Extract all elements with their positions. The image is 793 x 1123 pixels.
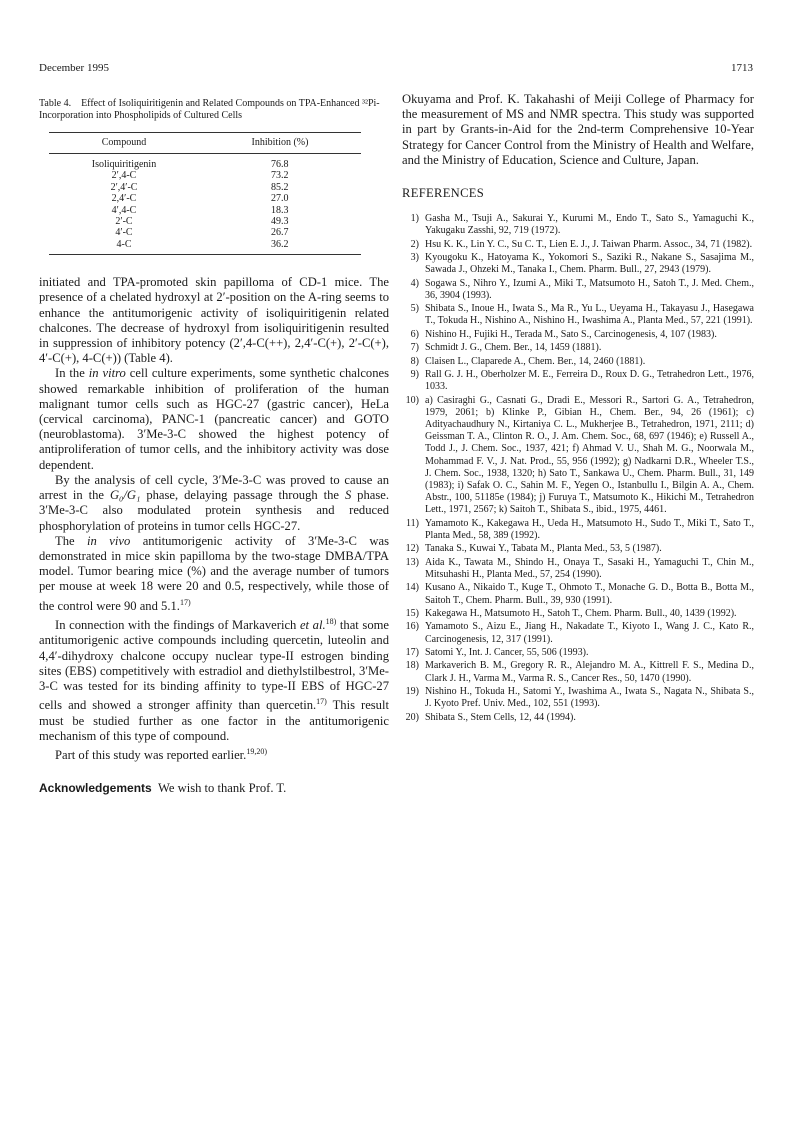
reference-text: Aida K., Tawata M., Shindo H., Onaya T., Sasaki H., Yamaguchi T., Chin M., Mitsuhashi H., Planta Med., 57, 254 (1990).: [425, 556, 754, 580]
reference-number: 10): [405, 394, 419, 406]
reference-number: 3): [410, 252, 419, 263]
reference-number: 14): [405, 582, 419, 594]
compound-cell: 2′,4′-C: [110, 181, 138, 193]
reference-item: [402, 303, 754, 327]
inhibition-cell: 73.2: [271, 170, 289, 182]
reference-text: Kakegawa H., Matsumoto H., Satoh T., Chem. Pharm. Bull., 40, 1439 (1992).: [425, 607, 737, 619]
reference-text: Nishino H., Fujiki H., Terada M., Sato S., Carcinogenesis, 4, 107 (1983).: [425, 328, 717, 340]
reference-item: [402, 686, 754, 710]
compound-cell: 4-C: [49, 239, 199, 255]
reference-text: Nishino H., Tokuda H., Satomi Y., Iwashima A., Iwata S., Nagata N., Shibata S., J. Kyoto Pref. Univ. Med., 102, 551 (1993).: [425, 685, 754, 710]
reference-item: [402, 712, 754, 724]
reference-text: Schmidt J. G., Chem. Ber., 14, 1459 (1881).: [425, 342, 602, 354]
table-row: [49, 227, 361, 238]
table-row: [49, 193, 361, 204]
issue-date: December 1995: [39, 62, 109, 74]
paragraph: The in vivo antitumorigenic activity of 3′Me-3-C was demonstrated in mice skin papilloma by the two-stage DMBA/TPA model. Tumor bearing mice (%) and the average number of tumors per mouse at week 18 were 20 and 0.5, respectively, while those of the control were 90 and 5.1.$^{17)}$: [39, 533, 389, 613]
reference-item: [402, 557, 754, 581]
table-row: [49, 239, 361, 255]
inhibition-table: [49, 132, 361, 255]
acknowledgements-heading: Acknowledgements: [39, 781, 152, 796]
compound-cell: 4′,4-C: [111, 204, 137, 216]
citation: 18): [325, 616, 337, 626]
reference-item: [402, 369, 754, 393]
reference-number: 9): [410, 368, 419, 380]
page-header: [39, 62, 753, 76]
page-number: 1713: [731, 62, 753, 74]
reference-item: [402, 543, 754, 555]
compound-cell: 2′,4-C: [111, 170, 137, 182]
reference-number: 18): [405, 660, 419, 672]
acknowledgements-text: We wish to thank Prof. T.: [158, 781, 287, 796]
compound-cell: 4′-C: [115, 227, 133, 239]
inhibition-cell: 18.3: [271, 204, 289, 216]
acknowledgements: [39, 781, 389, 796]
body-text: [39, 275, 389, 763]
reference-number: 11): [406, 517, 419, 529]
reference-item: [402, 518, 754, 542]
reference-text: Shibata S., Stem Cells, 12, 44 (1994).: [425, 711, 576, 723]
reference-text: Yamamoto S., Aizu E., Jiang H., Nakadate T., Kiyoto I., Wang J. C., Kato R., Carcinogenesis, 12, 317 (1991).: [425, 621, 754, 645]
reference-number: 19): [405, 685, 419, 697]
reference-item: [402, 252, 754, 276]
paragraph: initiated and TPA-promoted skin papilloma of CD-1 mice. The presence of a chelated hydroxyl at 2′-position on the A-ring seems to enhance the antitumorigenic activity of isoliquiritigenin related chalcones. The decrease of hydroxyl from isoliquiritigenin resulted in suppression of inhibitory potency (2′,4-C(++), 2,4′-C(+), 2′-C(+), 4′-C(+), 4-C(+)) (Table 4).: [39, 275, 389, 366]
references-list: [402, 213, 754, 724]
reference-item: [402, 278, 754, 302]
column-header: Compound: [49, 133, 199, 154]
paragraph: In connection with the findings of Markaverich et al.$^{18)}$ that some antitumorigenic active compounds including quercetin, luteolin and 4,4′-dihydroxy chalcone occupy nuclear type-II estrogen binding sites (EBS) competitively with estradiol and diethylstilbestrol, 3′Me-3-C was tested for its binding affinity to type-II EBS of HGC-27 cells and showed a stronger affinity than quercetin.$^{17)}$ This result must be studied further as one factor in the antitumorigenic mechanism of this type of compound.: [39, 616, 390, 743]
references-heading: REFERENCES: [402, 186, 485, 201]
paragraph: In the in vitro cell culture experiments, some synthetic chalcones showed remarkable inhibition of proliferation of the human malignant tumor cells such as HGC-27 (gastric cancer), HeLa (cervical carcinoma), PANC-1 (pancreatic cancer) and GOTO (neuroblastoma). 3′Me-3-C showed the highest potency of antiproliferation of tumor cells, and the inhibitory activity was dose dependent.: [39, 366, 389, 472]
reference-item: [402, 582, 754, 606]
reference-text: Kusano A., Nikaido T., Kuge T., Ohmoto T., Monache G. D., Botta B., Botta M., Saitoh T., Chem. Pharm. Bull., 39, 930 (1991).: [425, 582, 754, 606]
paragraph: Part of this study was reported earlier.$^{19,20)}$: [55, 746, 267, 763]
reference-number: 5): [410, 303, 419, 315]
compound-cell: Isoliquiritigenin: [91, 159, 157, 170]
table-row: [49, 182, 361, 193]
reference-item: [402, 608, 754, 620]
left-column: [39, 98, 389, 797]
table-row: [49, 205, 361, 216]
table-header-row: [49, 133, 361, 154]
inhibition-cell: 85.2: [271, 181, 289, 193]
reference-item: [402, 213, 754, 237]
reference-item: [402, 395, 754, 517]
reference-text: Claisen L., Claparede A., Chem. Ber., 14, 2460 (1881).: [425, 355, 646, 367]
reference-number: 1): [410, 213, 419, 225]
table-row: [49, 216, 361, 227]
table-caption: Table 4. Effect of Isoliquiritigenin and Related Compounds on TPA-Enhanced ³²Pi-Incorporation into Phospholipids of Cultured Cells: [39, 98, 380, 121]
inhibition-cell: 49.3: [271, 216, 289, 228]
compound-cell: 2′-C: [115, 216, 133, 228]
right-column: [402, 92, 754, 725]
reference-text: Yamamoto K., Kakegawa H., Ueda H., Matsumoto H., Sudo T., Miki T., Sato T., Planta Med., 58, 389 (1992).: [425, 517, 754, 541]
inhibition-cell: 27.0: [271, 193, 289, 205]
reference-number: 17): [405, 646, 419, 658]
citation: 17): [316, 697, 327, 707]
reference-item: [402, 239, 754, 251]
inhibition-cell: 36.2: [271, 238, 289, 250]
reference-text: Shibata S., Inoue H., Iwata S., Ma R., Yu L., Ueyama H., Takayasu J., Hasegawa T., Tokuda H., Nishino A., Nishino H., Iwashima A., Planta Med., 57, 221 (1991).: [425, 303, 754, 327]
compound-cell: 2,4′-C: [111, 193, 137, 205]
reference-item: [402, 621, 754, 645]
reference-item: [402, 329, 754, 341]
inhibition-cell: 26.7: [271, 227, 289, 239]
citation: 19,20): [246, 746, 267, 756]
reference-item: [402, 647, 754, 659]
column-header: Inhibition (%): [199, 133, 361, 154]
reference-text: a) Casiraghi G., Casnati G., Dradi E., Messori R., Sartori G. A., Tetrahedron, 1979, 2061; b) Klinke P., Gibian H., Chem. Ber., 94, 26 (1961); c) Adityachaudhury N., Kirtaniya C. L., Mukherjee B., Tetrahedron, 1971, 2111; d) Geissman T. A., Clinton R. O., J. Am. Chem. Soc., 68, 697 (1946); e) Russell A., Todd J., J. Chem. Soc., 1937, 421; f) Ahmad V. U., Shah M. G., Noorwala M., Mohammad F. V., J. Nat. Prod., 55, 956 (1992); g) Nadkarni D.R., Wheeler T.S., J. Chem. Soc., 1938, 1320; h) Sato T., Sankawa U., Chem. Pharm. Bull., 31, 149 (1983); i) Safak O. C., Sahin M. F., Yegen O., Istanbullu I., Bilgin A. A., Chem. Abstr., 100, 51185e (1984); j) Furuya T., Matsumoto K., Hikichi M., Tetrahedron Lett., 1971, 2567; k) Saitoh T., Shibata S., ibid., 1975, 4461.: [425, 394, 754, 516]
reference-text: Satomi Y., Int. J. Cancer, 55, 506 (1993).: [425, 646, 589, 658]
reference-number: 12): [405, 543, 419, 555]
reference-item: [402, 342, 754, 354]
reference-item: [402, 356, 754, 368]
reference-number: 20): [405, 711, 419, 723]
reference-text: Gasha M., Tsuji A., Sakurai Y., Kurumi M., Endo T., Sato S., Yamaguchi K., Yakugaku Zasshi, 92, 719 (1972).: [425, 213, 754, 237]
reference-number: 16): [405, 621, 419, 633]
reference-number: 2): [410, 238, 419, 250]
paragraph: By the analysis of cell cycle, 3′Me-3-C was proved to cause an arrest in the G₀/G₁ phase, delaying passage through the S phase. 3′Me-3-C also modulated protein synthesis and reduced phosphorylation of proteins in tumor cells HGC-27.: [39, 472, 389, 533]
reference-item: [402, 660, 754, 684]
acknowledgements-continued: Okuyama and Prof. K. Takahashi of Meiji College of Pharmacy for the measurement of MS and NMR spectra. This study was supported in part by Grants-in-Aid for the 2nd-term Comprehensive 10-Year Strategy for Cancer Control from the Ministry of Health and Welfare, and the Ministry of Education, Science and Culture, Japan.: [402, 92, 754, 167]
reference-text: Markaverich B. M., Gregory R. R., Alejandro M. A., Kittrell F. S., Medina D., Clark J. H., Varma M., Varma R. S., Cancer Res., 50, 1470 (1990).: [425, 660, 754, 684]
reference-text: Kyougoku K., Hatoyama K., Yokomori S., Saziki R., Nakane S., Sasajima M., Sawada J., Ohzeki M., Tanaka I., Chem. Pharm. Bull., 27, 2943 (1979).: [425, 252, 754, 276]
table-row: [49, 154, 361, 171]
reference-number: 7): [410, 342, 419, 354]
table-row: [49, 170, 361, 181]
reference-number: 8): [410, 355, 419, 367]
reference-number: 15): [405, 607, 419, 619]
reference-text: Rall G. J. H., Oberholzer M. E., Ferreira D., Roux D. G., Tetrahedron Lett., 1976, 1033.: [425, 368, 754, 393]
inhibition-cell: 76.8: [271, 159, 289, 170]
citation: 17): [179, 597, 191, 607]
reference-text: Tanaka S., Kuwai Y., Tabata M., Planta Med., 53, 5 (1987).: [425, 543, 662, 555]
reference-text: Hsu K. K., Lin Y. C., Su C. T., Lien E. J., J. Taiwan Pharm. Assoc., 34, 71 (1982).: [425, 238, 753, 250]
reference-text: Sogawa S., Nihro Y., Izumi A., Miki T., Matsumoto H., Satoh T., J. Med. Chem., 36, 3904 (1993).: [425, 277, 754, 301]
reference-number: 13): [405, 556, 419, 568]
reference-number: 4): [410, 277, 419, 289]
reference-number: 6): [410, 328, 419, 340]
